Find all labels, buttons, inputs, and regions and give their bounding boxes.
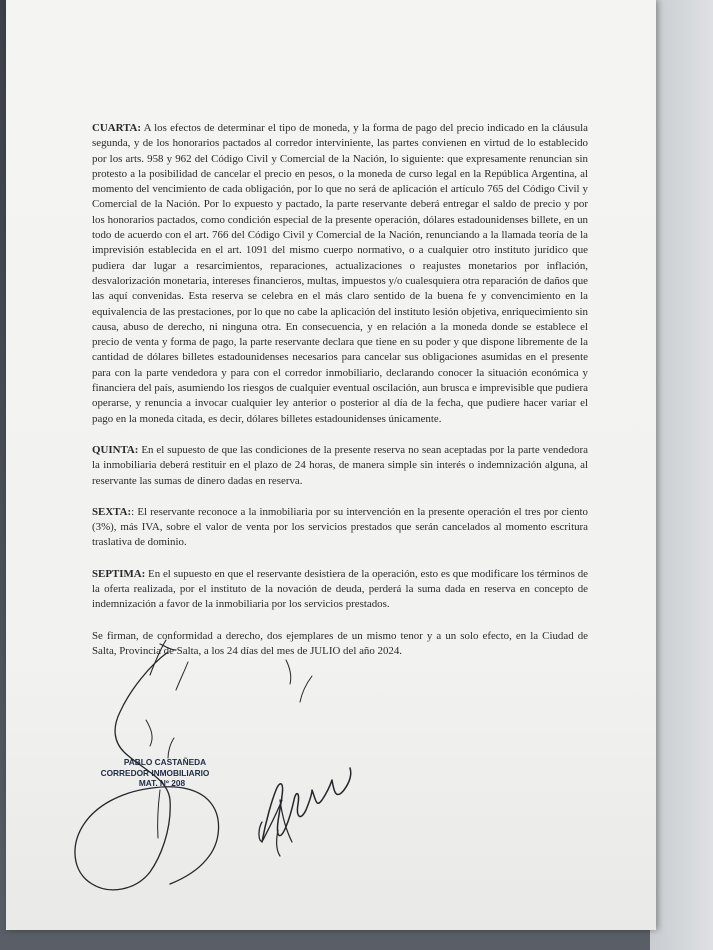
signature-strike-5 [300,676,312,702]
signature-flourish [280,800,292,842]
signature-main [262,768,351,842]
stamp-name: PABLO CASTAÑEDA [123,757,207,767]
signature-strike-4 [286,660,291,684]
stamp-title: CORREDOR INMOBILIARIO [100,767,210,778]
clause-text: A los efectos de determinar el tipo de moneda, y la forma de pago del precio indicado en la cláusula segunda, y de los honorarios pactados al corredor interviniente, las partes convienen en virtud de lo establecido por los arts. 958 y 962 del Código Civil y Comercial de la Nación, lo siguiente: que expresamente renuncian sin protesto a la posibilidad de cancelar el precio en pesos, o la moneda de curso legal en la República Argentina, al momento del vencimiento de cada obligación, por lo que no será de aplicación el artículo 765 del Código Civil y Comercial de la Nación. Por lo expuesto y pactado, la parte reservante deberá entregar el saldo de precio y por los honorarios pactados, como condición especial de la presente operación, dólares estadounidenses billete, en un todo de acuerdo con el art. 766 del Código Civil y Comercial de la Nación, renunciando a la llamada teoría de la imprevisión establecida en el art. 1091 del mismo cuerpo normativo, o a cualquier otro instituto jurídico que pudiera dar lugar a resarcimientos, reparaciones, actualizaciones o reajustes monetarios por inflación, desvalorización monetaria, intereses financieros, multas, impuestos y/o cualesquiera otra reparación de daños que las aquí convenidas. Esta reserva se celebra en el más claro sentido de la buena fe y convencimiento en la equivalencia de las prestaciones, por lo que no cabe la aplicación del instituto lesión objetiva, enriquecimiento sin causa, abuso de derecho, ni ninguna otra. En consecuencia, y en relación a la moneda donde se establece el precio de venta y forma de pago, la parte reservante declara que tiene en su poder y que dispone libremente de la cantidad de dólares billetes estadounidenses necesarios para cancelar sus obligaciones asumidas en el presente para con la parte vendedora y para con el corredor inmobiliario, declarando conocer la situación económica y financiera del país, asumiendo los riesgos de cualquier eventual oscilación, aun brusca e imprevisible que pudiera operarse, y renuncia a invocar cualquier ley anterior o posterior al día de la fecha, que pudiere hacer variar el pago en la moneda citada, es decir, dólares billetes estadounidenses únicamente. [92,122,588,425]
clause-heading: SEPTIMA: [92,567,146,580]
signature-strike-3 [176,662,188,690]
clause-text: En el supuesto de que las condiciones de la presente reserva no sean aceptadas por la parte vendedora la inmobiliaria deberá restituir en el plazo de 24 horas, de manera simple sin interés o indemnización alguna, al reservante las sumas de dinero dadas en reserva. [92,443,588,487]
clause-heading: QUINTA: [92,443,139,456]
clause-heading: CUARTA: [92,122,142,134]
signature-strike-2 [150,640,166,675]
clause-text: : El reservante reconoce a la inmobiliaria por su intervención en la presente operación el tres por ciento (3%), más IVA, sobre el valor de venta por los servicios prestados que serán cancelados al momento escritura traslativa de dominio. [92,505,588,549]
signature-strike-7 [168,738,174,758]
clause-heading: SEXTA: [92,505,132,518]
stamp-registration: MAT. Nº 208 [138,778,186,788]
signature-loop [75,652,219,890]
clause-text: En el supuesto en que el reservante desistiera de la operación, esto es que modificare los términos de la oferta realizada, por el instituto de la novación de deuda, perderá la suma dada en reserva en concepto de indemnización a favor de la inmobiliaria por los servicios prestados. [92,567,588,611]
signature-strike-8 [158,790,160,838]
signature-strike-6 [146,720,152,746]
closing-text: Se firman, de conformidad a derecho, dos ejemplares de un mismo tenor y a un solo efecto, en la Ciudad de Salta, Provincia de Salta, a los 24 días del mes de JULIO del año 2024. [92,629,588,657]
